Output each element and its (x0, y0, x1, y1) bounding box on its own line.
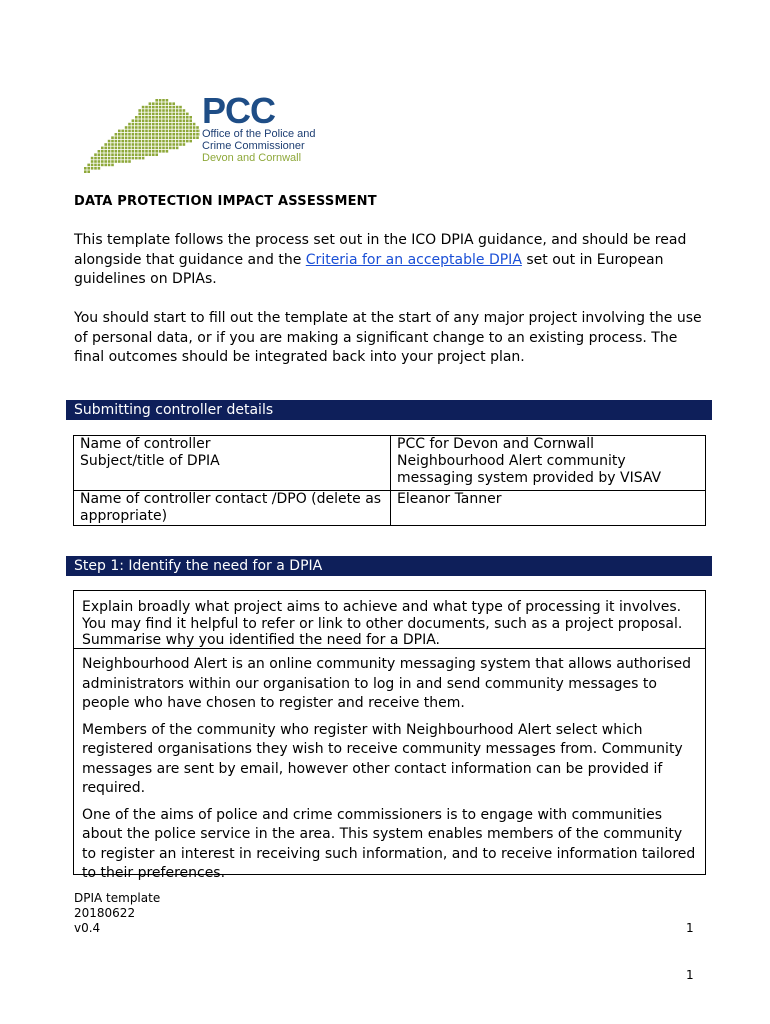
section-header-step1: Step 1: Identify the need for a DPIA (66, 556, 712, 576)
criteria-dpia-link[interactable]: Criteria for an acceptable DPIA (305, 251, 522, 268)
logo-brand: PCC (202, 90, 276, 131)
logo-line-3: Devon and Cornwall (202, 152, 302, 164)
step1-prompt: Explain broadly what project aims to achieve and what type of processing it involves. You may find it helpful to refer or link to other documents, such as a project proposal. Summarise why you identified the need for a DPIA. (74, 591, 705, 649)
step1-paragraph: Neighbourhood Alert is an online community messaging system that allows authorised administrators within our organisation to log in and send community messages to people who have chosen to register and receive them. (82, 656, 692, 711)
table-cell-value: PCC for Devon and Cornwall (391, 436, 706, 454)
logo-line-2: Crime Commissioner (202, 140, 305, 152)
table-cell-key: Subject/title of DPIA (74, 453, 391, 491)
intro-text-after-link: set out in European guidelines on DPIAs. (74, 251, 664, 287)
step1-paragraph: One of the aims of police and crime commissioners is to engage with communities about the police service in the area. This system enables members of the community to register an interest in receiving such information, and to receive information tailored to their preferences. (82, 806, 696, 881)
footer (74, 891, 160, 936)
page-number: 1 (686, 968, 694, 982)
step1-answer (74, 649, 705, 884)
document-title: DATA PROTECTION IMPACT ASSESSMENT (74, 194, 377, 209)
step1-paragraph: Members of the community who register with Neighbourhood Alert select which registered organisations they wish to receive community messages from. Community messages are sent by email, however other contact information can be provided if required. (82, 721, 683, 796)
section-header-controller: Submitting controller details (66, 400, 712, 420)
footer-line-1: DPIA template (74, 891, 161, 905)
table-cell-key: Name of controller (74, 436, 391, 454)
controller-details-table (73, 435, 706, 526)
logo-line-1: Office of the Police and (202, 128, 316, 140)
footer-page-number: 1 (686, 921, 694, 935)
footer-line-2: 20180622 (74, 906, 136, 920)
intro-paragraph-1 (74, 231, 704, 290)
devon-cornwall-map-icon (80, 93, 200, 173)
table-row (74, 436, 706, 454)
table-row (74, 453, 706, 491)
step1-box (73, 590, 706, 881)
table-cell-value: Eleanor Tanner (391, 491, 706, 526)
table-cell-value: Neighbourhood Alert community messaging system provided by VISAV (391, 453, 706, 491)
table-row (74, 491, 706, 526)
intro-paragraph-2: You should start to fill out the template at the start of any major project involving the use of personal data, or if you are making a significant change to an existing process. The final outcomes should be integrated back into your project plan. (74, 310, 702, 365)
footer-line-3: v0.4 (74, 921, 101, 935)
intro-text-before-link: This template follows the process set out in the ICO DPIA guidance, and should be read alongside that guidance and the (74, 232, 687, 268)
table-cell-key: Name of controller contact /DPO (delete as appropriate) (74, 491, 391, 526)
pcc-logo (80, 90, 340, 173)
